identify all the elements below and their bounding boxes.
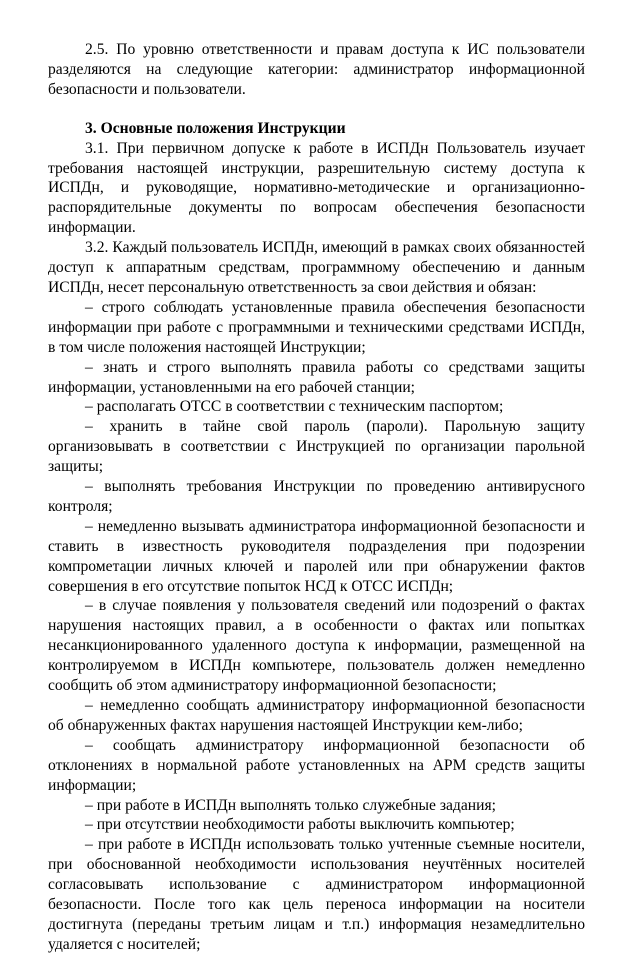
paragraph-2-5: 2.5. По уровню ответственности и правам доступа к ИС пользователи разделяются на следующие категории: администратор информационной безопасности и пользователи. <box>48 41 585 98</box>
obligation-item: – строго соблюдать установленные правила обеспечения безопасности информации при работе с программными и техническими средствами ИСПДн, в том числе положения настоящей Инструкции; <box>48 298 585 356</box>
obligation-item: – немедленно сообщать администратору информационной безопасности об обнаруженных фактах нарушения настоящей Инструкции кем-либо; <box>48 697 585 734</box>
obligation-item: – при работе в ИСПДн выполнять только служебные задания; <box>85 796 496 814</box>
obligation-item: – сообщать администратору информационной безопасности об отклонениях в нормальной работе установленных на АРМ средств защиты информации; <box>48 736 585 794</box>
paragraph-3-1: 3.1. При первичном допуске к работе в ИСПДн Пользователь изучает требования настоящей инструкции, разрешительную систему доступа к ИСПДн, и руководящие, нормативно-методические и организационно-распорядительные документы по вопросам обеспечения безопасности информации. <box>48 139 585 237</box>
obligation-item: – знать и строго выполнять правила работы со средствами защиты информации, установленными на его рабочей станции; <box>48 358 585 396</box>
obligation-item: – при отсутствии необходимости работы выключить компьютер; <box>85 816 515 834</box>
obligation-item: – выполнять требования Инструкции по проведению антивирусного контроля; <box>48 478 585 515</box>
section-3-heading: 3. Основные положения Инструкции <box>85 119 346 137</box>
paragraph-3-2: 3.2. Каждый пользователь ИСПДн, имеющий в рамках своих обязанностей доступ к аппаратным средствам, программному обеспечению и данным ИСПДн, несет персональную ответственность за свои действия и обязан: <box>48 239 585 296</box>
obligation-item: – в случае появления у пользователя сведений или подозрений о фактах нарушения настоящих правил, а в особенности о фактах или попытках несанкционированного удаленного доступа к информации, размещенной на контролируемом в ИСПДн компьютере, пользователь должен немедленно сообщить об этом администратору информационной безопасности; <box>48 597 585 695</box>
obligation-item: – при работе в ИСПДн использовать только учтенные съемные носители, при обоснованной необходимости использования неучтённых носителей согласовывать использование с администратором информационной безопасности. После того как цель переноса информации на носители достигнута (переданы третьим лицам и т.п.) информация незамедлительно удаляется с носителей; <box>48 836 585 953</box>
obligation-item: – хранить в тайне свой пароль (пароли). Парольную защиту организовывать в соответствии с Инструкцией по организации парольной защиты; <box>48 418 585 476</box>
section-gap <box>48 100 585 119</box>
obligation-item: – немедленно вызывать администратора информационной безопасности и ставить в известность руководителя подразделения при подозрении компрометации личных ключей и паролей или при обнаружении фактов совершения в его отсутствие попыток НСД к ОТСС ИСПДн; <box>48 517 585 595</box>
obligation-item: – располагать ОТСС в соответствии с техническим паспортом; <box>85 398 504 416</box>
